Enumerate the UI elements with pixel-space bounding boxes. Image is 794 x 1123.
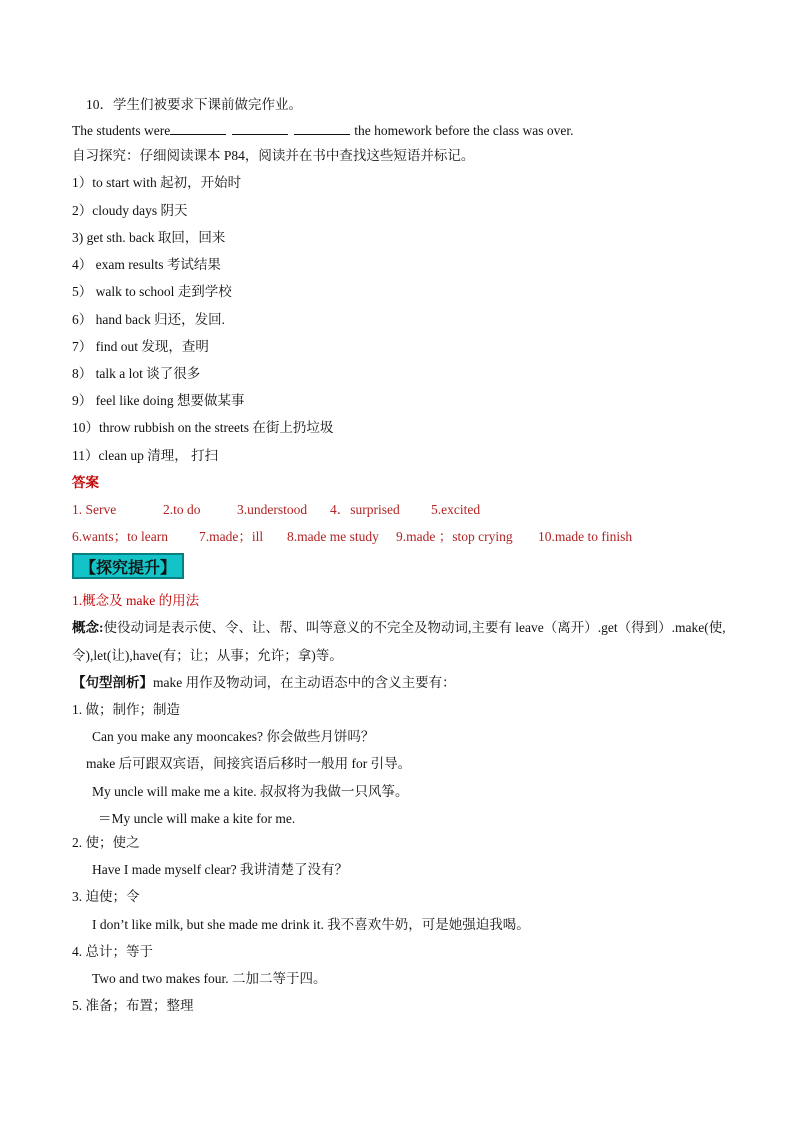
- analysis-label: 【句型剖析】: [72, 675, 153, 690]
- usage-title: 1.概念及 make 的用法: [72, 593, 200, 608]
- example-sentence: My uncle will make me a kite. 叔叔将为我做一只风筝。: [92, 784, 409, 799]
- phrase-item: 1）to start with 起初，开始时: [72, 175, 242, 190]
- meaning-title: 4. 总计；等于: [72, 944, 153, 959]
- answer-blank-1[interactable]: [170, 122, 226, 135]
- phrase-item: 9） feel like doing 想要做某事: [72, 393, 245, 408]
- phrase-item: 7） find out 发现，查明: [72, 339, 209, 354]
- answer-item: 7.made；ill: [199, 529, 264, 544]
- example-sentence: Can you make any mooncakes? 你会做些月饼吗？: [92, 729, 375, 744]
- analysis-text: make 用作及物动词，在主动语态中的含义主要有：: [153, 675, 456, 690]
- section-heading: 【探究提升】: [72, 553, 184, 579]
- phrase-item: 3) get sth. back 取回，回来: [72, 230, 226, 245]
- meaning-title: 1. 做；制作；制造: [72, 702, 180, 717]
- concept-text: 使役动词是表示使、令、让、帮、叫等意义的不完全及物动词,主要有 leave（离开）.get（得到）.make(使,: [103, 620, 726, 635]
- question-10-english: [72, 122, 574, 140]
- note-line: make 后可跟双宾语，间接宾语后移时一般用 for 引导。: [86, 756, 412, 771]
- answer-title: 答案: [72, 475, 99, 490]
- phrase-item: 2）cloudy days 阴天: [72, 203, 188, 218]
- concept-line-1: [72, 619, 726, 637]
- example-sentence: Two and two makes four. 二加二等于四。: [92, 971, 327, 986]
- phrase-item: 11）clean up 清理， 打扫: [72, 448, 219, 463]
- concept-line-2: 令),let(让),have(有；让；从事；允许；拿)等。: [72, 648, 343, 663]
- phrase-item: 5） walk to school 走到学校: [72, 284, 232, 299]
- answer-blank-2[interactable]: [232, 122, 288, 135]
- phrase-item: 4） exam results 考试结果: [72, 257, 221, 272]
- example-sentence: I don’t like milk, but she made me drink it. 我不喜欢牛奶，可是她强迫我喝。: [92, 917, 530, 932]
- answer-item: 1. Serve: [72, 502, 117, 517]
- phrase-item: 6） hand back 归还，发回.: [72, 312, 225, 327]
- phrase-item: 8） talk a lot 谈了很多: [72, 366, 201, 381]
- phrase-item: 10）throw rubbish on the streets 在街上扔垃圾: [72, 420, 334, 435]
- question-10-chinese: 10．学生们被要求下课前做完作业。: [86, 97, 302, 112]
- example-sentence: ＝My uncle will make a kite for me.: [98, 811, 296, 826]
- answer-item: 3.understood: [237, 502, 308, 517]
- answer-blank-3[interactable]: [294, 122, 350, 135]
- example-sentence: Have I made myself clear? 我讲清楚了没有？: [92, 862, 349, 877]
- question-10-text-after: the homework before the class was over.: [354, 123, 574, 138]
- question-10-text-before: The students were: [72, 123, 171, 138]
- answer-item: 5.excited: [431, 502, 481, 517]
- answer-item: 4．surprised: [330, 502, 400, 517]
- answer-item: 9.made ；stop crying: [396, 529, 513, 544]
- concept-label: 概念:: [72, 620, 104, 635]
- analysis-line: [72, 674, 456, 692]
- meaning-title: 5. 准备；布置；整理: [72, 998, 194, 1013]
- answer-item: 8.made me study: [287, 529, 379, 544]
- self-study-instruction: 自习探究：仔细阅读课本 P84，阅读并在书中查找这些短语并标记。: [72, 148, 475, 163]
- answer-item: 6.wants；to learn: [72, 529, 168, 544]
- meaning-title: 3. 迫使；令: [72, 889, 140, 904]
- answer-item: 10.made to finish: [538, 529, 633, 544]
- meaning-title: 2. 使；使之: [72, 835, 140, 850]
- answer-item: 2.to do: [163, 502, 201, 517]
